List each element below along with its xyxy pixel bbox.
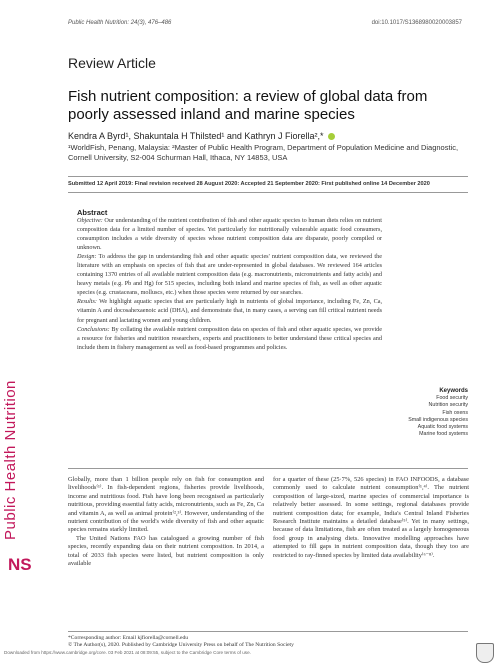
journal-reference: Public Health Nutrition: 24(3), 476–486 xyxy=(68,20,172,26)
keywords-heading: Keywords xyxy=(439,388,468,394)
footnote xyxy=(68,635,468,649)
nutrition-society-logo: NS xyxy=(8,555,32,574)
author-list xyxy=(68,131,468,141)
body-paragraph: The United Nations FAO has catalogued a growing number of fish species, recently expanding data on their nutrient composition. In 2014, a total of 2033 fish species were listed, but nutrient composition is only available xyxy=(68,534,264,568)
body-paragraph: Globally, more than 1 billion people rely on fish for consumption and livelihoods⁽¹⁾. In fish-dependent regions, fisheries provide livelihoods, income and nutritious food. Fish have long been recognised as particularly nutritious, providing essential fatty acids, micronutrients, such as Fe, Zn, Ca and vitamin A, as well as animal protein⁽²,³⁾. However, understanding of the nutrient contribution of the world's wide diversity of fish and other aquatic species remains starkly limited. xyxy=(68,476,264,534)
copyright-notice: © The Author(s), 2020. Published by Cambridge University Press on behalf of The Nutrition Society xyxy=(68,642,294,649)
corresponding-author: *Corresponding author: Email kjfiorella@cornell.edu xyxy=(68,635,189,641)
keyword-item: Aquatic food systems xyxy=(417,424,468,431)
affiliations: ¹WorldFish, Penang, Malaysia: ²Master of Public Health Program, Department of Population Medicine and Diagnostic, Cornell University, S2-004 Schurman Hall, Ithaca, NY 14853, USA xyxy=(68,143,459,162)
abstract-objective: Objective: Our understanding of the nutrient contribution of fish and other aquatic species to human diets relies on nutrient composition data for a limited number of species. Yet particularly for nutritionally vulnerable aquatic food consumers, consumption includes a wide diversity of species whose nutrient composition data are disparate, poorly compiled or unknown. xyxy=(77,217,382,252)
keyword-item: Food security xyxy=(436,395,468,402)
divider xyxy=(68,192,468,193)
body-column-right xyxy=(273,476,469,560)
submission-dates: Submitted 12 April 2019: Final revision received 28 August 2020: Accepted 21 September 2020: First published online 14 December 2020 xyxy=(68,181,430,187)
authors-text: Kendra A Byrd¹, Shakuntala H Thilsted¹ and Kathryn J Fiorella²,* xyxy=(68,131,324,141)
body-paragraph: for a quarter of these (25·7%, 526 species) in FAO INFOODS, a database commonly used to calculate nutrient consumption⁽¹,⁴⁾. The nutrient composition of large-sized, marine species of commercial importance is relatively better assessed. In some settings, regional databases provide nutrient composition data; for example, India's Central Inland Fisheries Research Institute maintains a detailed database⁽⁵⁾. Yet in many settings, because of data limitations, fish are often treated as a largely homogeneous food group in analysing diets. Innovative modelling approaches have attempted to fill gaps in nutrient composition data, though they too are restricted to ray-finned species by limited data availability⁽⁶⁻⁸⁾. xyxy=(273,476,469,559)
divider xyxy=(68,468,468,469)
divider xyxy=(68,176,468,177)
abstract-body xyxy=(77,216,382,352)
keyword-item: Small indigenous species xyxy=(408,416,468,423)
download-notice: Downloaded from https://www.cambridge.org/core. 03 Feb 2021 at 08:09:55, subject to the Cambridge Core terms of use. xyxy=(4,650,251,655)
article-type: Review Article xyxy=(68,55,156,71)
divider xyxy=(68,631,468,632)
abstract-heading: Abstract xyxy=(77,208,108,217)
abstract-design: Design: To address the gap in understanding fish and other aquatic species' nutrient composition data, we reviewed the literature with an emphasis on species of fish that are under-represented in global databases. We reviewed 164 articles containing 1370 entries of all available nutrient composition data (e.g. macronutrients, micronutrients and fatty acids) and heavy metals (e.g. Pb and Hg) for 515 species, including both inland and marine species of fish, as well as other aquatic species (e.g. crustaceans, molluscs, etc.) when those species were returned by our searches. xyxy=(77,253,382,297)
doi-link[interactable]: doi:10.1017/S1368980020003857 xyxy=(371,20,462,26)
keyword-item: Marine food systems xyxy=(419,431,468,438)
orcid-icon[interactable] xyxy=(328,133,335,140)
keyword-item: Fish oxens xyxy=(442,409,468,416)
journal-name-vertical: Public Health Nutrition xyxy=(2,380,19,540)
keyword-item: Nutrition security xyxy=(428,402,468,409)
keywords-box xyxy=(395,388,468,438)
body-column-left xyxy=(68,476,264,568)
article-title: Fish nutrient composition: a review of global data from poorly assessed inland and marine species xyxy=(68,88,428,123)
abstract-results: Results: We highlight aquatic species that are particularly high in nutrients of global importance, including Fe, Zn, Ca, vitamin A and docosahexaenoic acid (DHA), and demonstrate that, in many cases, a serving can fill critical nutrient needs for pregnant and lactating women and young children. xyxy=(77,298,382,324)
abstract-conclusions: Conclusions: By collating the available nutrient composition data on species of fish and other aquatic species, we provide a resource for fisheries and nutrition researchers, experts and practitioners to better understand these critical species and include them in fishery management as well as food-based programmes and policies. xyxy=(77,325,382,351)
university-crest-icon xyxy=(476,643,494,663)
